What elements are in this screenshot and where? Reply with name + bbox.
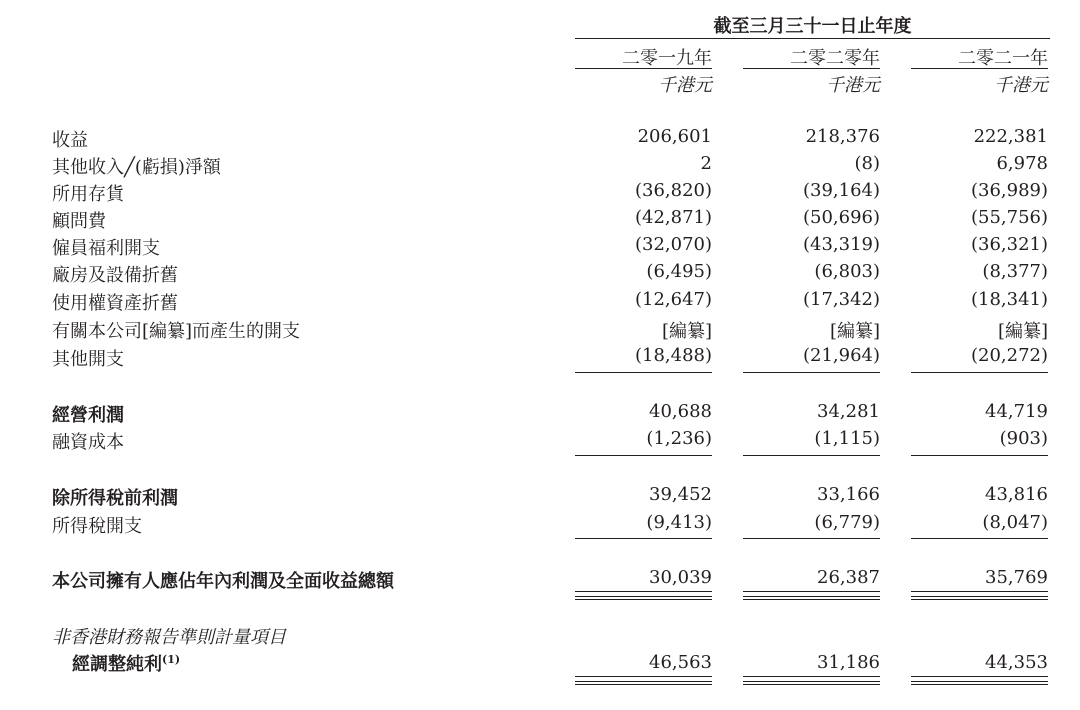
double-rule: [743, 596, 880, 600]
period-heading: 截至三月三十一日止年度: [713, 16, 912, 37]
table-cell: (8,047): [982, 512, 1048, 533]
subtotal-rule: [911, 372, 1048, 373]
subtotal-rule: [743, 372, 880, 373]
table-cell: 40,688: [649, 401, 712, 422]
table-cell: (8): [854, 153, 880, 174]
table-cell: (18,341): [970, 289, 1048, 310]
table-cell: (32,070): [634, 234, 712, 255]
table-cell: (12,647): [634, 289, 712, 310]
subtotal-rule: [743, 538, 880, 539]
subtotal-rule: [575, 455, 712, 456]
table-cell: 218,376: [805, 126, 880, 147]
non-hkfrs-heading: 非香港財務報告準則計量項目: [52, 627, 286, 648]
adjusted-net-profit-label: 經調整純利: [72, 654, 162, 675]
table-cell: 43,816: [985, 484, 1048, 505]
table-cell: 35,769: [985, 567, 1048, 588]
year-header-2019: 二零一九年: [622, 48, 712, 69]
table-cell: 26,387: [817, 567, 880, 588]
table-cell: 222,381: [973, 126, 1048, 147]
row-label-listing-expenses: 有關本公司[編纂]而產生的開支: [52, 321, 301, 342]
table-cell: (6,495): [646, 261, 712, 282]
subtotal-rule: [911, 538, 1048, 539]
table-cell: (903): [999, 428, 1048, 449]
subtotal-rule: [743, 455, 880, 456]
table-cell: [編纂]: [997, 321, 1048, 342]
table-cell: (21,964): [802, 345, 880, 366]
row-label-other-expenses: 其他開支: [52, 349, 124, 370]
unit-label: 千港元: [994, 75, 1048, 96]
table-cell: 34,281: [817, 401, 880, 422]
table-cell: (42,871): [634, 207, 712, 228]
total-rule: [743, 591, 880, 592]
table-cell: (36,820): [634, 180, 712, 201]
table-cell: 206,601: [637, 126, 712, 147]
table-cell: 33,166: [817, 484, 880, 505]
row-label-adjusted-net-profit: [72, 650, 180, 676]
table-cell: (39,164): [802, 180, 880, 201]
table-cell: 39,452: [649, 484, 712, 505]
row-label-employee-benefits: 僱員福利開支: [52, 238, 160, 259]
year-header-2020: 二零二零年: [790, 48, 880, 69]
table-cell: (55,756): [970, 207, 1048, 228]
table-cell: 30,039: [649, 567, 712, 588]
double-rule: [575, 596, 712, 600]
table-cell: (9,413): [646, 512, 712, 533]
table-cell: (8,377): [982, 261, 1048, 282]
table-cell: 2: [700, 153, 712, 174]
row-label-profit-before-tax: 除所得稅前利潤: [52, 488, 178, 509]
double-rule: [575, 681, 712, 685]
row-label-other-income: 其他收入╱(虧損)淨額: [52, 157, 221, 178]
subtotal-rule: [911, 455, 1048, 456]
table-cell: (36,989): [970, 180, 1048, 201]
unit-label: 千港元: [826, 75, 880, 96]
total-rule: [911, 591, 1048, 592]
row-label-rou-depreciation: 使用權資產折舊: [52, 293, 178, 314]
row-label-operating-profit: 經營利潤: [52, 405, 124, 426]
table-cell: (1,236): [646, 428, 712, 449]
year-header-2021: 二零二一年: [958, 48, 1048, 69]
table-cell: 31,186: [817, 652, 880, 673]
unit-label: 千港元: [658, 75, 712, 96]
table-cell: (20,272): [970, 345, 1048, 366]
subtotal-rule: [575, 538, 712, 539]
table-cell: [編纂]: [829, 321, 880, 342]
table-cell: 44,353: [985, 652, 1048, 673]
total-rule: [575, 591, 712, 592]
table-cell: (43,319): [802, 234, 880, 255]
table-cell: [編纂]: [661, 321, 712, 342]
total-rule: [575, 676, 712, 677]
table-cell: 46,563: [649, 652, 712, 673]
total-rule: [743, 676, 880, 677]
table-cell: (36,321): [970, 234, 1048, 255]
table-cell: 44,719: [985, 401, 1048, 422]
year-rule: [911, 68, 1048, 69]
double-rule: [911, 596, 1048, 600]
row-label-inventories-used: 所用存貨: [52, 184, 124, 205]
year-rule: [575, 68, 712, 69]
subtotal-rule: [575, 372, 712, 373]
row-label-total-comprehensive-income: 本公司擁有人應佔年內利潤及全面收益總額: [52, 571, 394, 592]
footnote-marker: (1): [162, 653, 181, 666]
table-cell: (6,803): [814, 261, 880, 282]
period-rule: [575, 38, 1050, 39]
year-rule: [743, 68, 880, 69]
table-cell: (17,342): [802, 289, 880, 310]
total-rule: [911, 676, 1048, 677]
table-cell: (1,115): [814, 428, 880, 449]
table-cell: (6,779): [814, 512, 880, 533]
table-cell: (50,696): [802, 207, 880, 228]
table-cell: 6,978: [996, 153, 1048, 174]
row-label-consultancy-fees: 顧問費: [52, 211, 106, 232]
row-label-ppe-depreciation: 廠房及設備折舊: [52, 265, 178, 286]
double-rule: [911, 681, 1048, 685]
double-rule: [743, 681, 880, 685]
table-cell: (18,488): [634, 345, 712, 366]
row-label-revenue: 收益: [52, 130, 88, 151]
row-label-income-tax: 所得稅開支: [52, 516, 142, 537]
row-label-finance-costs: 融資成本: [52, 432, 124, 453]
